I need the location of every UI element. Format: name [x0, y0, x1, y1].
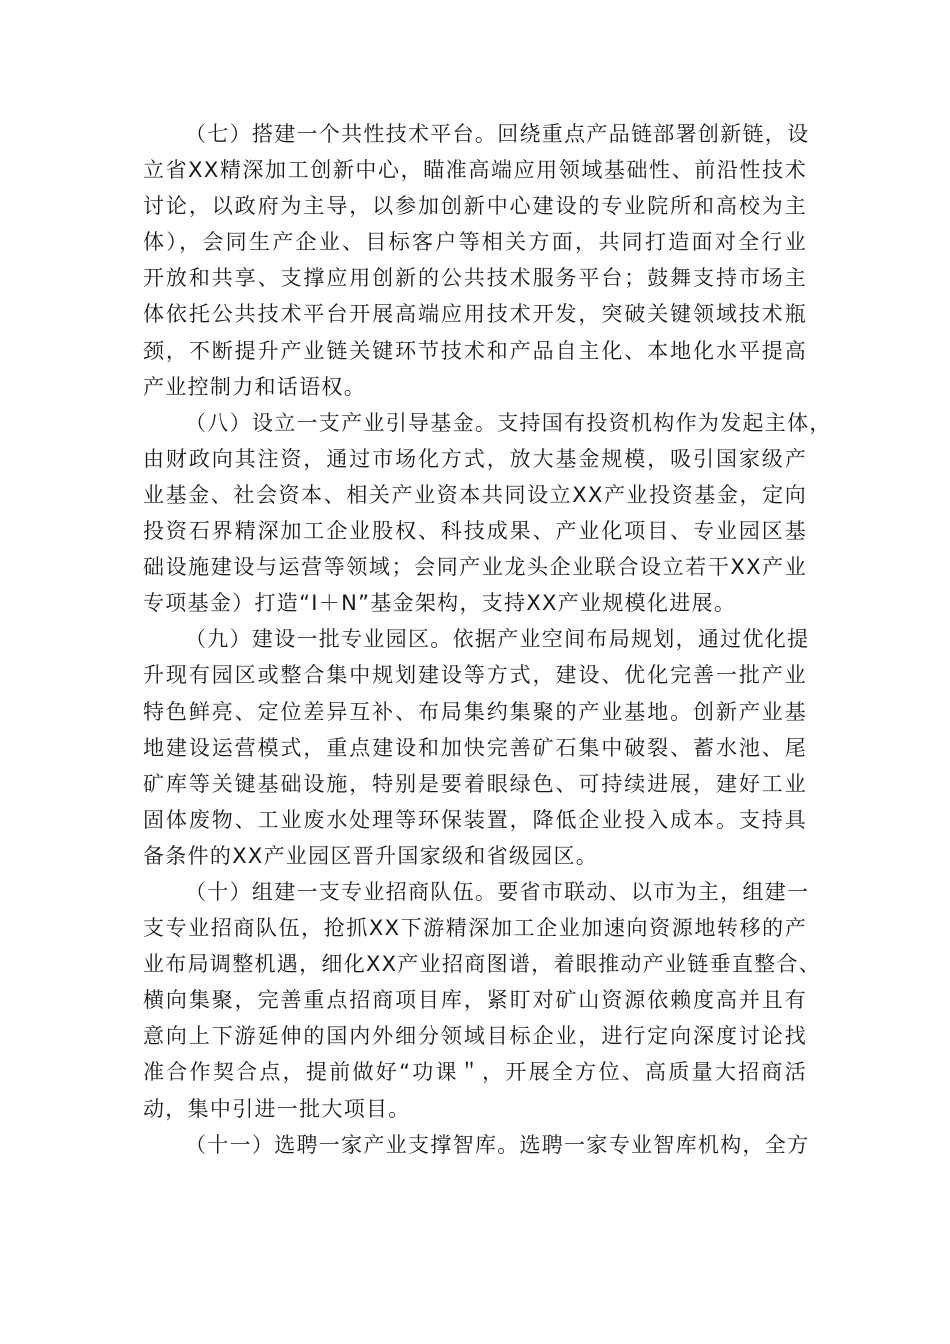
text-line: 业布局调整机遇，细化XX产业招商图谱，着眼推动产业链垂直整合、	[143, 952, 822, 977]
text-line: 横向集聚，完善重点招商项目库，紧盯对矿山资源依赖度高并且有	[143, 988, 807, 1013]
document-body	[143, 116, 832, 1163]
text-line: 投资石界精深加工企业股权、科技成果、产业化项目、专业园区基	[143, 519, 807, 544]
paragraph	[143, 405, 832, 622]
text-line: 专项基金）打造“I＋N”基金架构，支持XX产业规模化进展。	[143, 591, 737, 616]
text-line: 特色鲜亮、定位差异互补、布局集约集聚的产业基地。创新产业基	[143, 699, 807, 724]
text-line: 讨论，以政府为主导，以参加创新中心建设的专业院所和高校为主	[143, 194, 807, 219]
text-line: （十）组建一支专业招商队伍。要省市联动、以市为主，组建一	[185, 879, 810, 904]
text-line: 由财政向其注资，通过市场化方式，放大基金规模，吸引国家级产	[143, 446, 807, 471]
text-line: 地建设运营模式，重点建设和加快完善矿石集中破裂、蓄水池、尾	[143, 735, 807, 760]
paragraph	[143, 1127, 810, 1163]
text-line: 升现有园区或整合集中规划建设等方式，建设、优化完善一批产业	[143, 663, 807, 688]
text-line: 业基金、社会资本、相关产业资本共同设立XX产业投资基金，定向	[143, 482, 807, 507]
text-line: 立省XX精深加工创新中心，瞄准高端应用领域基础性、前沿性技术	[143, 158, 807, 183]
text-line: 准合作契合点，提前做好“功课＂，开展全方位、高质量大招商活	[143, 1060, 807, 1085]
text-line: 意向上下游延伸的国内外细分领域目标企业，进行定向深度讨论找	[143, 1024, 807, 1049]
text-line: 产业控制力和话语权。	[143, 374, 366, 399]
text-line: 备条件的XX产业园区晋升国家级和省级园区。	[143, 843, 599, 868]
text-line: （十一）选聘一家产业支撑智库。选聘一家专业智库机构，全方	[185, 1132, 810, 1157]
text-line: 开放和共享、支撑应用创新的公共技术服务平台；鼓舞支持市场主	[143, 266, 807, 291]
text-line: 矿库等关键基础设施，特别是要着眼绿色、可持续进展，建好工业	[143, 771, 807, 796]
text-line: 颈，不断提升产业链关键环节技术和产品自主化、本地化水平提高	[143, 338, 807, 363]
text-line: 固体废物、工业废水处理等环保装置，降低企业投入成本。支持具	[143, 807, 807, 832]
text-line: 体依托公共技术平台开展高端应用技术开发，突破关键领域技术瓶	[143, 302, 807, 327]
text-line: 动，集中引进一批大项目。	[143, 1096, 411, 1121]
text-line: （七）搭建一个共性技术平台。回绕重点产品链部署创新链，设	[185, 122, 810, 146]
text-line: 支专业招商队伍，抢抓XX下游精深加工企业加速向资源地转移的产	[143, 916, 807, 941]
text-line: （八）设立一支产业引导基金。支持国有投资机构作为发起主体，	[185, 410, 832, 435]
paragraph	[143, 874, 822, 1127]
paragraph	[143, 116, 810, 405]
paragraph	[143, 621, 810, 874]
text-line: 础设施建设与运营等领域；会同产业龙头企业联合设立若干XX产业	[143, 555, 807, 580]
text-line: 体），会同生产企业、目标客户等相关方面，共同打造面对全行业	[143, 230, 807, 255]
text-line: （九）建设一批专业园区。依据产业空间布局规划，通过优化提	[185, 627, 810, 652]
